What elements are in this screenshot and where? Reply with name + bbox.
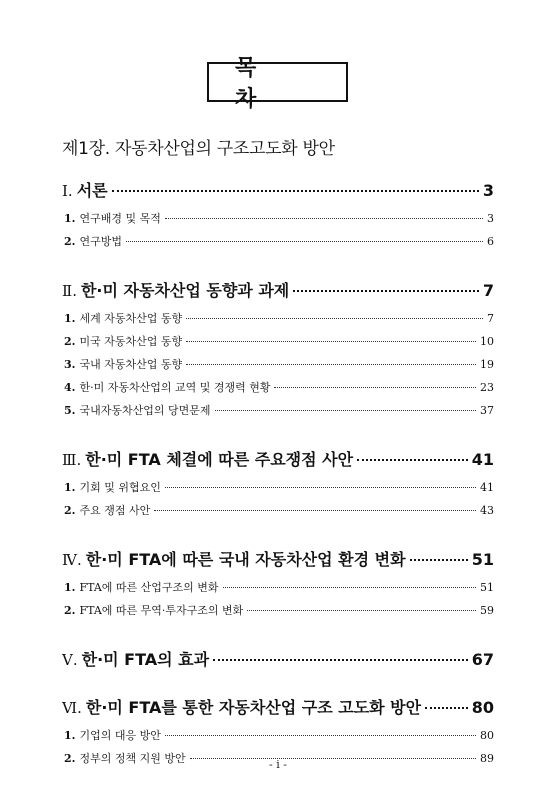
section-page: 80	[471, 698, 494, 717]
section-numeral: Ⅲ.	[62, 451, 82, 469]
dot-leader	[186, 318, 483, 319]
toc-item[interactable]	[62, 602, 494, 625]
section-page: 3	[482, 181, 494, 200]
item-number: 4.	[64, 381, 76, 394]
dot-leader	[247, 610, 476, 611]
item-title: FTA에 따른 산업구조의 변화	[79, 581, 219, 594]
toc-item[interactable]	[62, 402, 494, 425]
dot-leader	[165, 487, 476, 488]
toc-section[interactable]	[62, 695, 494, 721]
toc-item[interactable]	[62, 479, 494, 502]
dot-leader	[215, 410, 477, 411]
item-number: 1.	[64, 481, 76, 494]
section-title: 한·미 FTA에 따른 국내 자동차산업 환경 변화	[85, 550, 406, 569]
item-number: 2.	[64, 752, 76, 765]
dot-leader	[274, 387, 476, 388]
section-title: 한·미 자동차산업 동향과 과제	[80, 281, 290, 300]
toc-item[interactable]	[62, 727, 494, 750]
section-title: 한·미 FTA의 효과	[81, 650, 210, 669]
item-number: 2.	[64, 504, 76, 517]
section-numeral: Ⅴ.	[62, 651, 78, 669]
item-title: 정부의 정책 지원 방안	[79, 752, 186, 765]
section-title: 한·미 FTA를 통한 자동차산업 구조 고도화 방안	[85, 698, 422, 717]
toc-item[interactable]	[62, 356, 494, 379]
item-number: 1.	[64, 212, 76, 225]
item-page: 19	[480, 358, 494, 371]
table-of-contents	[62, 178, 494, 773]
toc-item[interactable]	[62, 310, 494, 333]
section-page: 7	[482, 281, 494, 300]
item-page: 6	[487, 235, 494, 248]
section-numeral: Ⅳ.	[62, 551, 82, 569]
item-number: 1.	[64, 312, 76, 325]
item-number: 5.	[64, 404, 76, 417]
section-numeral: Ⅰ.	[62, 182, 73, 200]
item-number: 2.	[64, 604, 76, 617]
toc-section[interactable]	[62, 547, 494, 573]
item-title: 한·미 자동차산업의 교역 및 경쟁력 현황	[79, 381, 271, 394]
item-title: 기회 및 위협요인	[79, 481, 161, 494]
item-page: 51	[480, 581, 494, 594]
dot-leader	[165, 735, 476, 736]
dot-leader	[112, 190, 479, 192]
toc-item[interactable]	[62, 233, 494, 256]
toc-title: 목 차	[235, 56, 283, 112]
item-number: 2.	[64, 335, 76, 348]
toc-item[interactable]	[62, 210, 494, 233]
dot-leader	[186, 341, 476, 342]
item-number: 3.	[64, 358, 76, 371]
chapter-heading: 제1장. 자동차산업의 구조고도화 방안	[62, 139, 335, 159]
dot-leader	[186, 364, 476, 365]
toc-item[interactable]	[62, 579, 494, 602]
item-page: 3	[487, 212, 494, 225]
toc-section[interactable]	[62, 178, 494, 204]
section-page: 51	[471, 550, 494, 569]
item-title: 연구방법	[79, 235, 122, 248]
dot-leader	[213, 659, 468, 661]
toc-title-box	[207, 56, 348, 112]
item-page: 23	[480, 381, 494, 394]
toc-section[interactable]	[62, 647, 494, 673]
page-number: - i -	[269, 758, 287, 771]
item-number: 2.	[64, 235, 76, 248]
section-title: 한·미 FTA 체결에 따른 주요쟁점 사안	[85, 450, 354, 469]
dot-leader	[293, 290, 479, 292]
item-title: FTA에 따른 무역·투자구조의 변화	[79, 604, 244, 617]
item-page: 37	[480, 404, 494, 417]
item-page: 89	[480, 752, 494, 765]
toc-item[interactable]	[62, 502, 494, 525]
toc-item[interactable]	[62, 379, 494, 402]
item-title: 국내 자동차산업 동향	[79, 358, 183, 371]
dot-leader	[425, 707, 468, 709]
dot-leader	[410, 559, 468, 561]
section-title: 서론	[76, 181, 108, 200]
item-page: 59	[480, 604, 494, 617]
dot-leader	[165, 218, 483, 219]
section-numeral: Ⅱ.	[62, 282, 77, 300]
toc-section[interactable]	[62, 447, 494, 473]
item-page: 10	[480, 335, 494, 348]
toc-item[interactable]	[62, 333, 494, 356]
dot-leader	[357, 459, 468, 461]
item-page: 80	[480, 729, 494, 742]
dot-leader	[126, 241, 483, 242]
section-page: 67	[471, 650, 494, 669]
item-title: 국내자동차산업의 당면문제	[79, 404, 211, 417]
item-title: 주요 쟁점 사안	[79, 504, 151, 517]
item-title: 기업의 대응 방안	[79, 729, 161, 742]
item-number: 1.	[64, 729, 76, 742]
section-numeral: Ⅵ.	[62, 699, 82, 717]
item-page: 43	[480, 504, 494, 517]
item-page: 41	[480, 481, 494, 494]
item-title: 미국 자동차산업 동향	[79, 335, 183, 348]
item-page: 7	[487, 312, 494, 325]
dot-leader	[223, 587, 476, 588]
section-page: 41	[471, 450, 494, 469]
dot-leader	[154, 510, 476, 511]
item-title: 연구배경 및 목적	[79, 212, 161, 225]
item-number: 1.	[64, 581, 76, 594]
item-title: 세계 자동차산업 동향	[79, 312, 183, 325]
toc-section[interactable]	[62, 278, 494, 304]
